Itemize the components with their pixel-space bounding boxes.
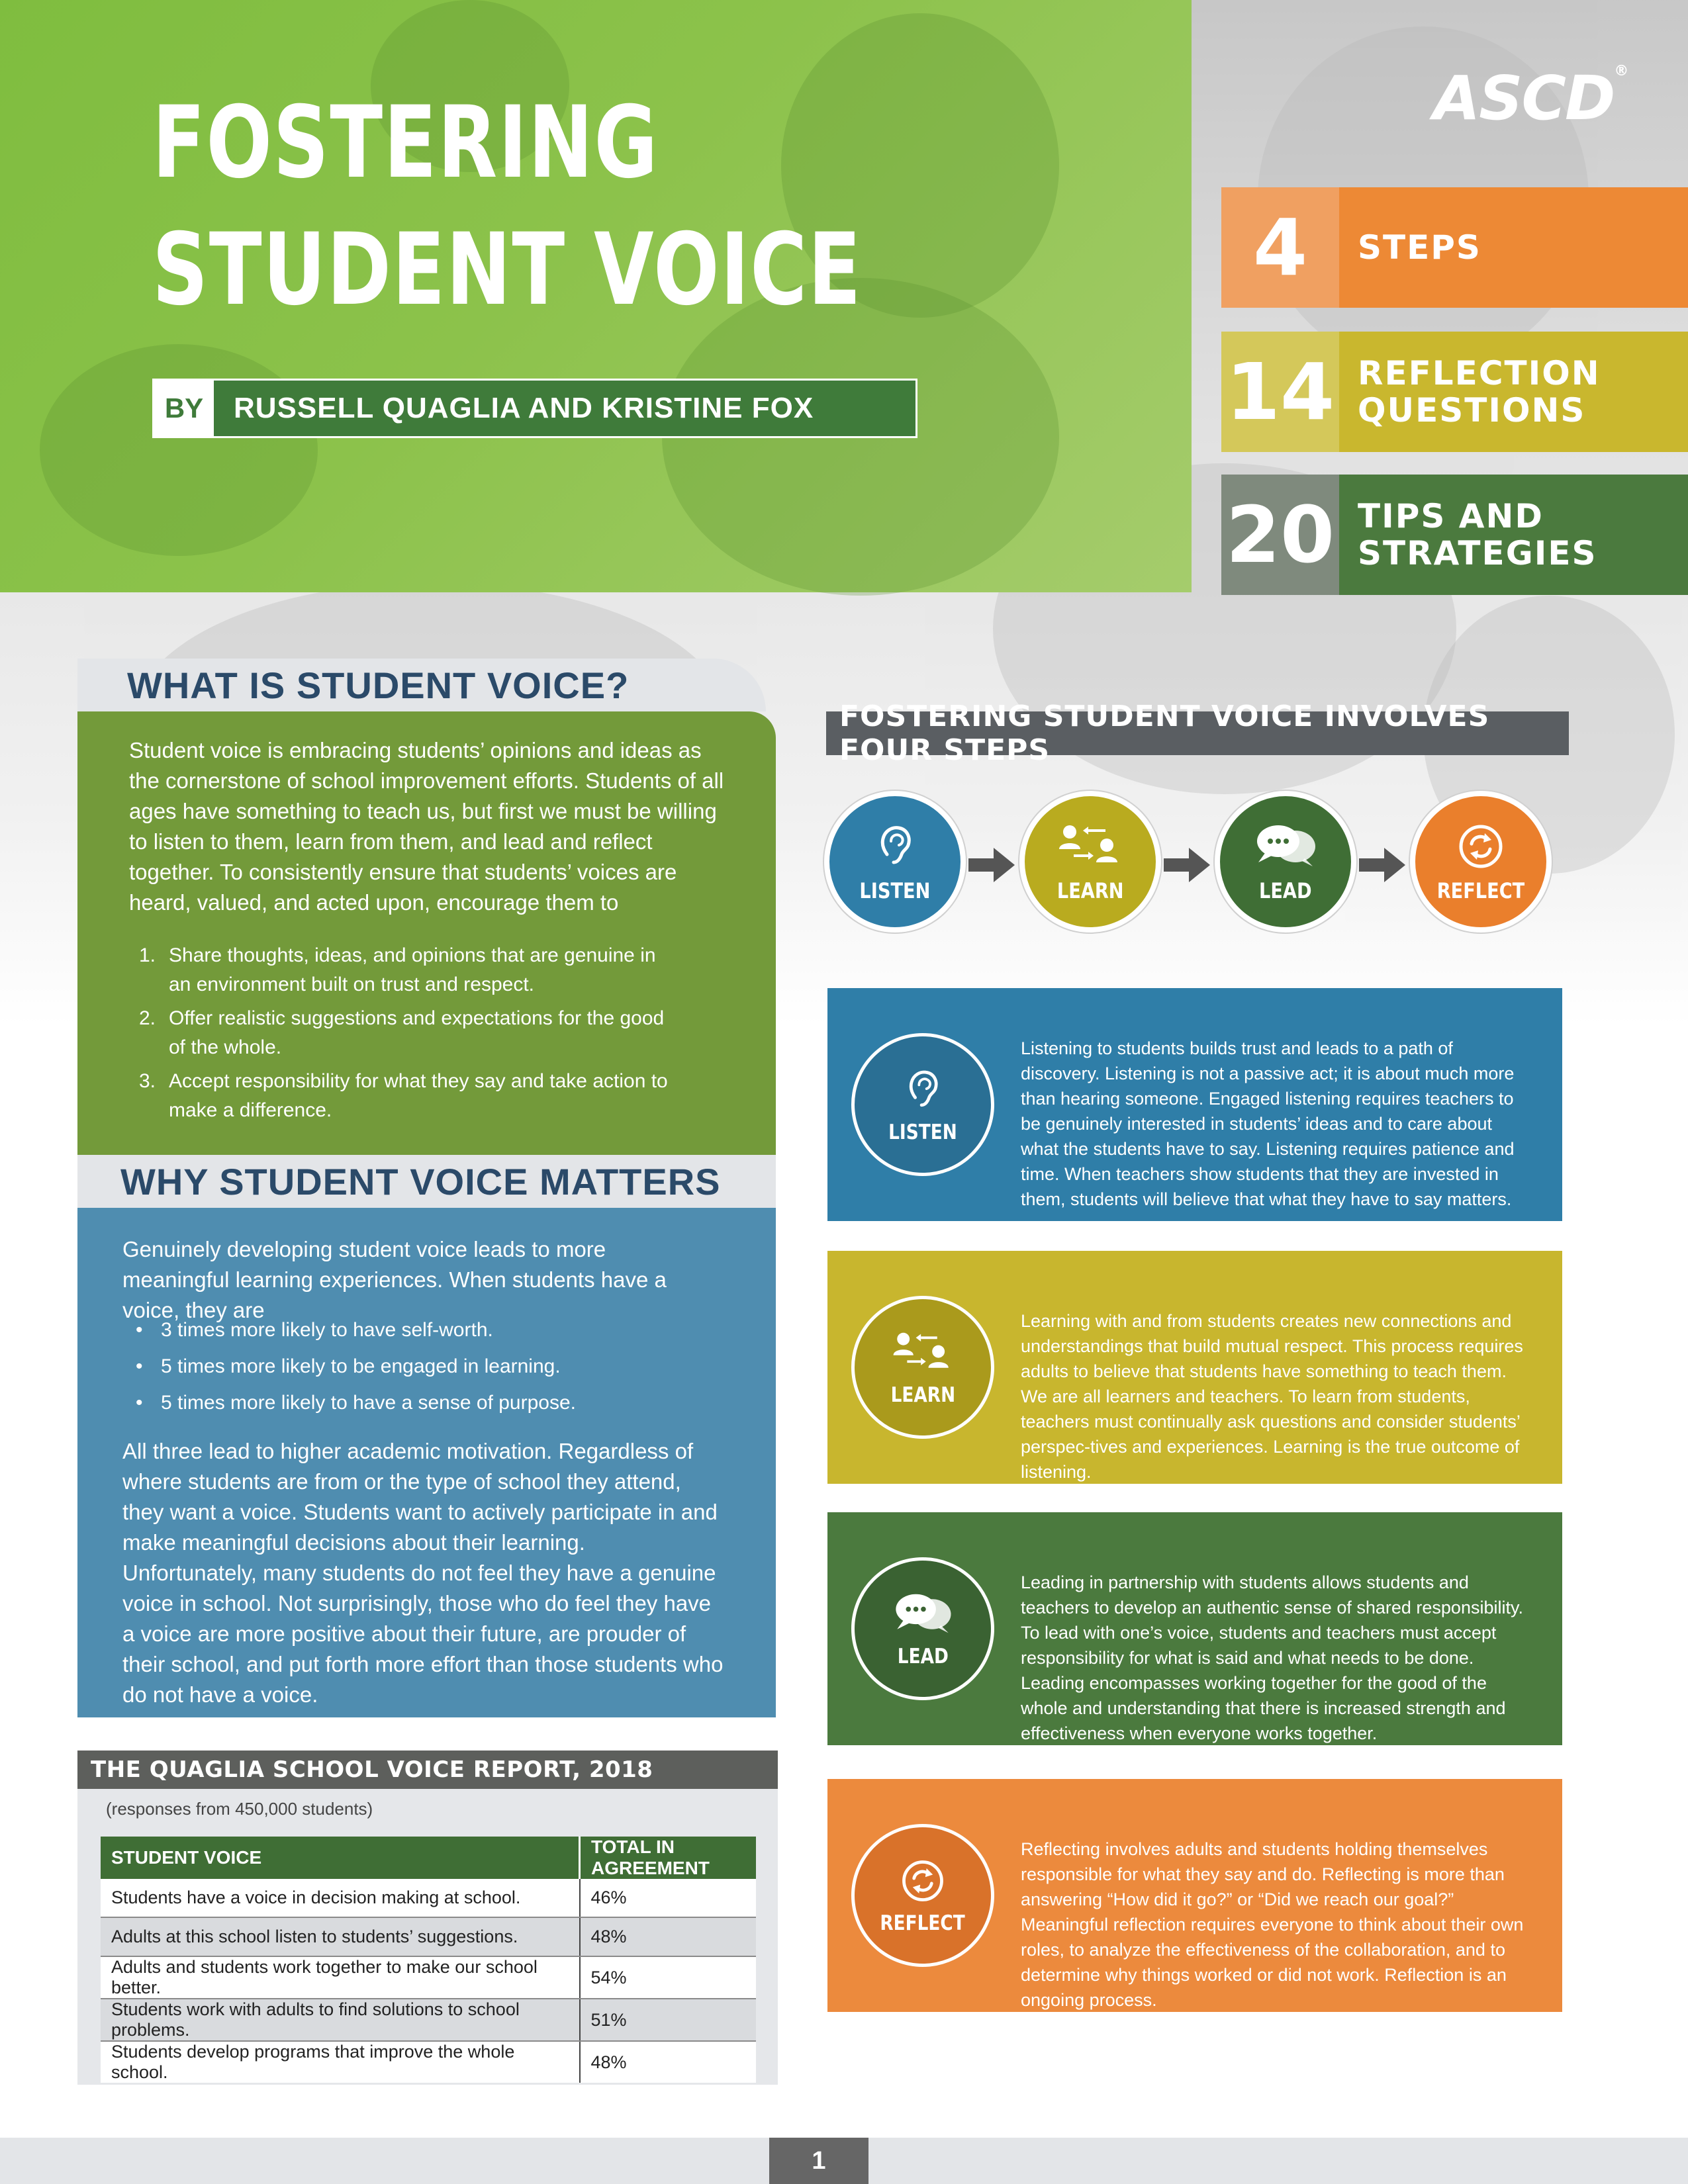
ear-icon <box>898 1065 948 1115</box>
logo-text: ASCD <box>1433 63 1615 134</box>
refresh-icon <box>898 1856 948 1906</box>
refresh-icon <box>1454 820 1507 873</box>
card-listen <box>827 988 1562 1221</box>
bullet-text: 3 times more likely to have self-worth. <box>161 1319 493 1341</box>
registered-mark: ® <box>1614 63 1628 79</box>
table-cell: 54% <box>580 1956 757 1999</box>
card-caption: LEARN <box>890 1383 955 1407</box>
bullet-marker: • <box>136 1355 143 1377</box>
stat-label-text: REFLECTION QUESTIONS <box>1358 354 1601 430</box>
people-exchange-icon <box>1054 820 1127 873</box>
card-text: Listening to students builds trust and leads to a path of discovery. Listening is not a passive act; it is about much more than hearing someone. Engaged listening requires teachers to be genuinely interested in students’ ideas and to care about what the students have to say. Listening requires patience and time. When teachers show students that they are invested in them, students will believe that what they have to say matters. <box>1021 1038 1515 1209</box>
title-line-1: FOSTERING <box>152 85 659 201</box>
speech-bubbles-icon <box>1249 820 1322 873</box>
card-badge <box>851 1033 994 1176</box>
table-cell: Students have a voice in decision making at school. <box>101 1879 580 1917</box>
arrow-right-icon <box>1164 845 1210 885</box>
stat-label <box>1339 187 1688 308</box>
card-reflect <box>827 1779 1562 2012</box>
stat-number: 20 <box>1221 475 1339 595</box>
stat-steps <box>1221 187 1688 308</box>
list-item <box>139 1004 672 1062</box>
table-cell: 51% <box>580 1999 757 2041</box>
report-note: (responses from 450,000 students) <box>106 1799 373 1819</box>
table-row <box>101 1917 756 1956</box>
why-panel <box>77 1208 776 1717</box>
step-caption: LEAD <box>1259 878 1312 903</box>
what-panel <box>77 711 776 1155</box>
table-cell: 48% <box>580 2041 757 2083</box>
bullet-marker: • <box>136 1319 143 1341</box>
table-cell: Students develop programs that improve the whole school. <box>111 2042 515 2082</box>
authors: RUSSELL QUAGLIA AND KRISTINE FOX <box>234 392 814 424</box>
card-badge <box>851 1557 994 1700</box>
card-caption: LEAD <box>897 1645 949 1668</box>
card-learn <box>827 1251 1562 1484</box>
stat-label <box>1339 332 1688 452</box>
column-header: STUDENT VOICE <box>101 1837 580 1879</box>
ear-icon <box>868 820 921 873</box>
step-caption: LEARN <box>1056 878 1124 903</box>
speech-bubbles-icon <box>888 1589 957 1639</box>
what-heading: WHAT IS STUDENT VOICE? <box>77 659 766 711</box>
by-label: BY <box>154 381 214 436</box>
card-lead <box>827 1512 1562 1745</box>
list-text: Accept responsibility for what they say and take action to make a difference. <box>169 1070 668 1121</box>
table-cell: Adults and students work together to make our school better. <box>101 1956 580 1999</box>
bullet-item <box>136 1316 690 1345</box>
arrow-right-icon <box>1359 845 1405 885</box>
card-caption: LISTEN <box>888 1120 957 1144</box>
table-row <box>101 1879 756 1917</box>
report-heading: THE QUAGLIA SCHOOL VOICE REPORT, 2018 <box>77 1751 778 1789</box>
list-text: Offer realistic suggestions and expectations for the good of the whole. <box>169 1007 665 1058</box>
column-header: TOTAL IN AGREEMENT <box>580 1837 757 1879</box>
what-intro: Student voice is embracing students’ opinions and ideas as the cornerstone of school improvement efforts. Students of all ages have something to teach us, but first we must be willing to listen to them, learn from them, and lead and reflect together. To consistently ensure that students’ voices are heard, valued, and acted upon, encourage them to <box>129 738 724 915</box>
table-row <box>101 2041 756 2083</box>
steps-heading: FOSTERING STUDENT VOICE INVOLVES FOUR STEPS <box>826 711 1569 755</box>
table-cell: Students work with adults to find solutions to school problems. <box>101 1999 580 2041</box>
table-header-row <box>101 1837 756 1879</box>
stat-tips-strategies <box>1221 475 1688 595</box>
stat-label <box>1339 475 1688 595</box>
step-caption: LISTEN <box>859 878 931 903</box>
people-exchange-icon <box>888 1328 957 1378</box>
step-learn <box>1019 791 1161 933</box>
step-caption: REFLECT <box>1436 878 1525 903</box>
card-badge <box>851 1824 994 1967</box>
table-cell: 48% <box>580 1917 757 1956</box>
stat-reflection-questions <box>1221 332 1688 452</box>
why-intro: Genuinely developing student voice leads to more meaningful learning experiences. When students have a voice, they are <box>122 1237 667 1322</box>
table-cell: 46% <box>580 1879 757 1917</box>
byline <box>152 379 917 438</box>
card-text: Reflecting involves adults and students holding themselves responsible for what they say and do. Reflecting is more than answering “How did it go?” or “Did we reach our goal?” Meaningful reflection requires everyone to think about their own roles, to analyze the effectiveness of the collaboration, and to determine why things worked or did not work. Reflection is an ongoing process. <box>1021 1839 1524 2010</box>
report-table <box>101 1837 756 2083</box>
step-lead <box>1215 791 1356 933</box>
list-marker: 3. <box>139 1070 156 1092</box>
bullet-item <box>136 1388 690 1418</box>
stat-label-text: TIPS AND STRATEGIES <box>1358 497 1597 572</box>
list-marker: 2. <box>139 1007 156 1029</box>
page-title <box>152 79 862 334</box>
bullet-text: 5 times more likely to be engaged in learning. <box>161 1355 561 1377</box>
why-heading: WHY STUDENT VOICE MATTERS <box>77 1155 776 1208</box>
step-reflect <box>1410 791 1552 933</box>
card-text: Learning with and from students creates new connections and understandings that build mutual respect. This process requires adults to believe that students have something to teach them. We are all learners and teachers. To learn from students, teachers must continually ask questions and consider students’ perspec-tives and experiences. Learning is the true outcome of listening. <box>1021 1311 1523 1482</box>
card-caption: REFLECT <box>880 1911 966 1935</box>
bullet-item <box>136 1352 690 1381</box>
list-item <box>139 1067 672 1125</box>
table-row <box>101 1999 756 2041</box>
ascd-logo <box>1433 63 1627 134</box>
stat-label-text: STEPS <box>1358 228 1481 267</box>
table-cell: Adults at this school listen to students’ suggestions. <box>101 1917 580 1956</box>
arrow-right-icon <box>968 845 1015 885</box>
page-number: 1 <box>769 2138 868 2184</box>
stat-number: 4 <box>1221 187 1339 308</box>
bullet-marker: • <box>136 1392 143 1414</box>
title-line-2: STUDENT VOICE <box>152 212 863 328</box>
table-row <box>101 1956 756 1999</box>
list-item <box>139 941 672 999</box>
card-text: Leading in partnership with students allows students and teachers to develop an authentic sense of shared responsibility. To lead with one’s voice, students and teachers must accept responsibility for what is said and what needs to be done. Leading encompasses working together for the good of the whole and understanding that there is increased strength and effectiveness when everyone works together. <box>1021 1572 1523 1743</box>
bullet-text: 5 times more likely to have a sense of purpose. <box>161 1392 576 1414</box>
list-marker: 1. <box>139 944 156 966</box>
step-listen <box>824 791 966 933</box>
why-body: All three lead to higher academic motivation. Regardless of where students are from or the type of school they attend, they want a voice. Students want to actively participate in and make meaningful decisions about their learning. Unfortunately, many students do not feel they have a genuine voice in school. Not surprisingly, those who do feel they have a voice are more positive about their future, are prouder of their school, and put forth more effort than those students who do not have a voice. <box>122 1439 724 1707</box>
card-badge <box>851 1296 994 1439</box>
stat-number: 14 <box>1221 332 1339 452</box>
list-text: Share thoughts, ideas, and opinions that are genuine in an environment built on trust and respect. <box>169 944 656 995</box>
